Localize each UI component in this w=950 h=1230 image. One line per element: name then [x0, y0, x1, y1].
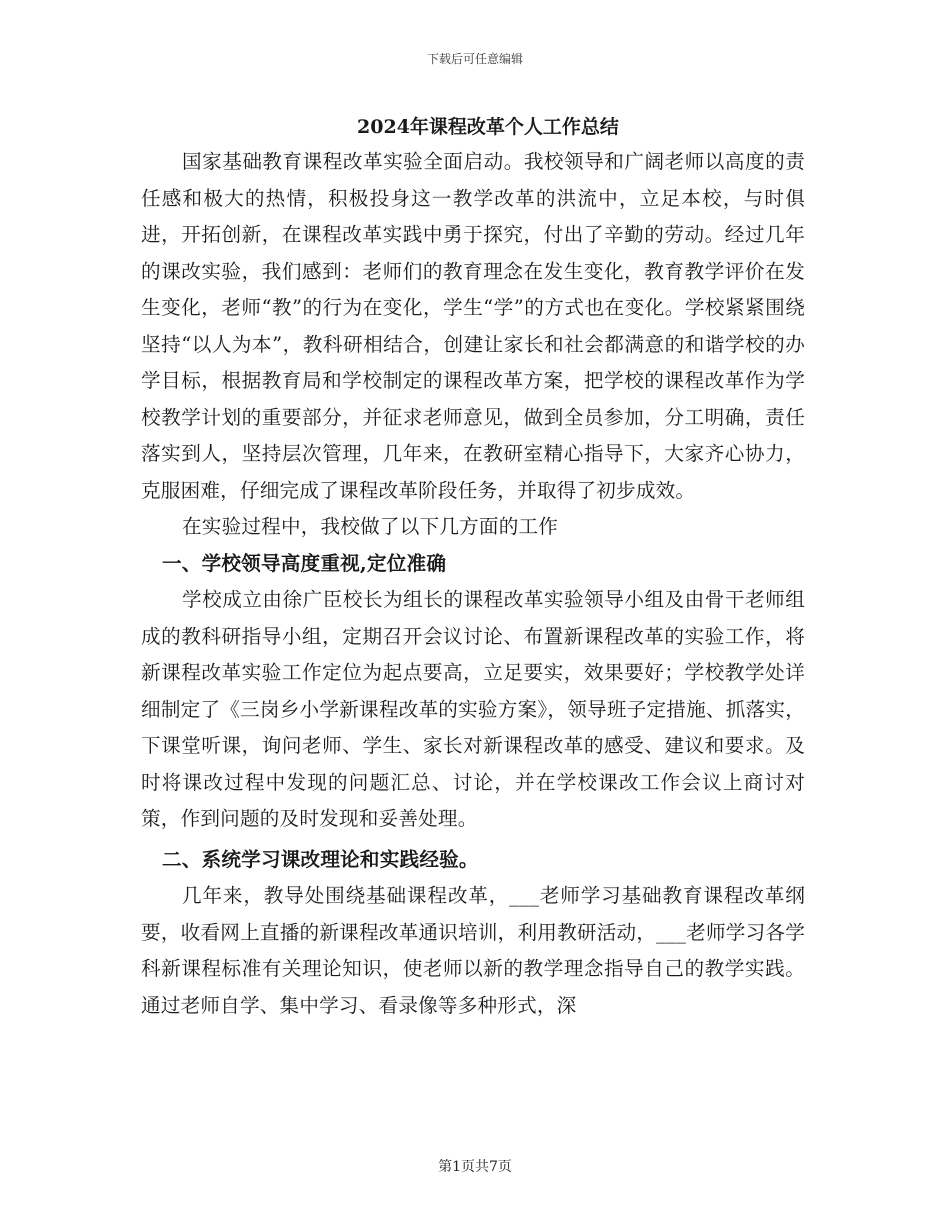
document-body	[141, 110, 805, 1024]
document-title: 2024年课程改革个人工作总结	[357, 116, 619, 138]
paragraph-section-1: 学校成立由徐广臣校长为组长的课程改革实验领导小组及由骨干老师组成的教科研指导小组，定期召开会议讨论、布置新课程改革的实验工作，将新课程改革实验工作定位为起点要高，立足要实，效果要好；学校教学处详细制定了《三岗乡小学新课程改革的实验方案》，领导班子定措施、抓落实，下课堂听课，询问老师、学生、家长对新课程改革的感受、建议和要求。及时将课改过程中发现的问题汇总、讨论，并在学校课改工作会议上商讨对策，作到问题的及时发现和妥善处理。	[141, 588, 805, 830]
section-heading-1: 一、学校领导高度重视,定位准确	[162, 551, 447, 575]
paragraph-section-2: 几年来，教导处围绕基础课程改革，___老师学习基础教育课程改革纲要，收看网上直播的新课程改革通识培训，利用教研活动，___老师学习各学科新课程标准有关理论知识，使老师以新的教学理念指导自己的教学实践。通过老师自学、集中学习、看录像等多种形式，深	[141, 884, 805, 1017]
section-heading-2: 二、系统学习课改理论和实践经验。	[162, 847, 479, 871]
page-header: 下载后可任意编辑	[426, 52, 523, 66]
paragraph-work-intro: 在实验过程中，我校做了以下几方面的工作	[182, 515, 559, 538]
paragraph-intro: 国家基础教育课程改革实验全面启动。我校领导和广阔老师以高度的责任感和极大的热情，积极投身这一教学改革的洪流中，立足本校，与时俱进，开拓创新，在课程改革实践中勇于探究，付出了辛勤的劳动。经过几年的课改实验，我们感到：老师们的教育理念在发生变化，教育教学评价在发生变化，老师“教”的行为在变化，学生“学”的方式也在变化。学校紧紧围绕坚持“以人为本”，教科研相结合，创建让家长和社会都满意的和谐学校的办学目标，根据教育局和学校制定的课程改革方案，把学校的课程改革作为学校教学计划的重要部分，并征求老师意见，做到全员参加，分工明确，责任落实到人，坚持层次管理，几年来，在教研室精心指导下，大家齐心协力，克服困难，仔细完成了课程改革阶段任务，并取得了初步成效。	[141, 150, 805, 502]
page-footer: 第1页共7页	[438, 1159, 512, 1175]
